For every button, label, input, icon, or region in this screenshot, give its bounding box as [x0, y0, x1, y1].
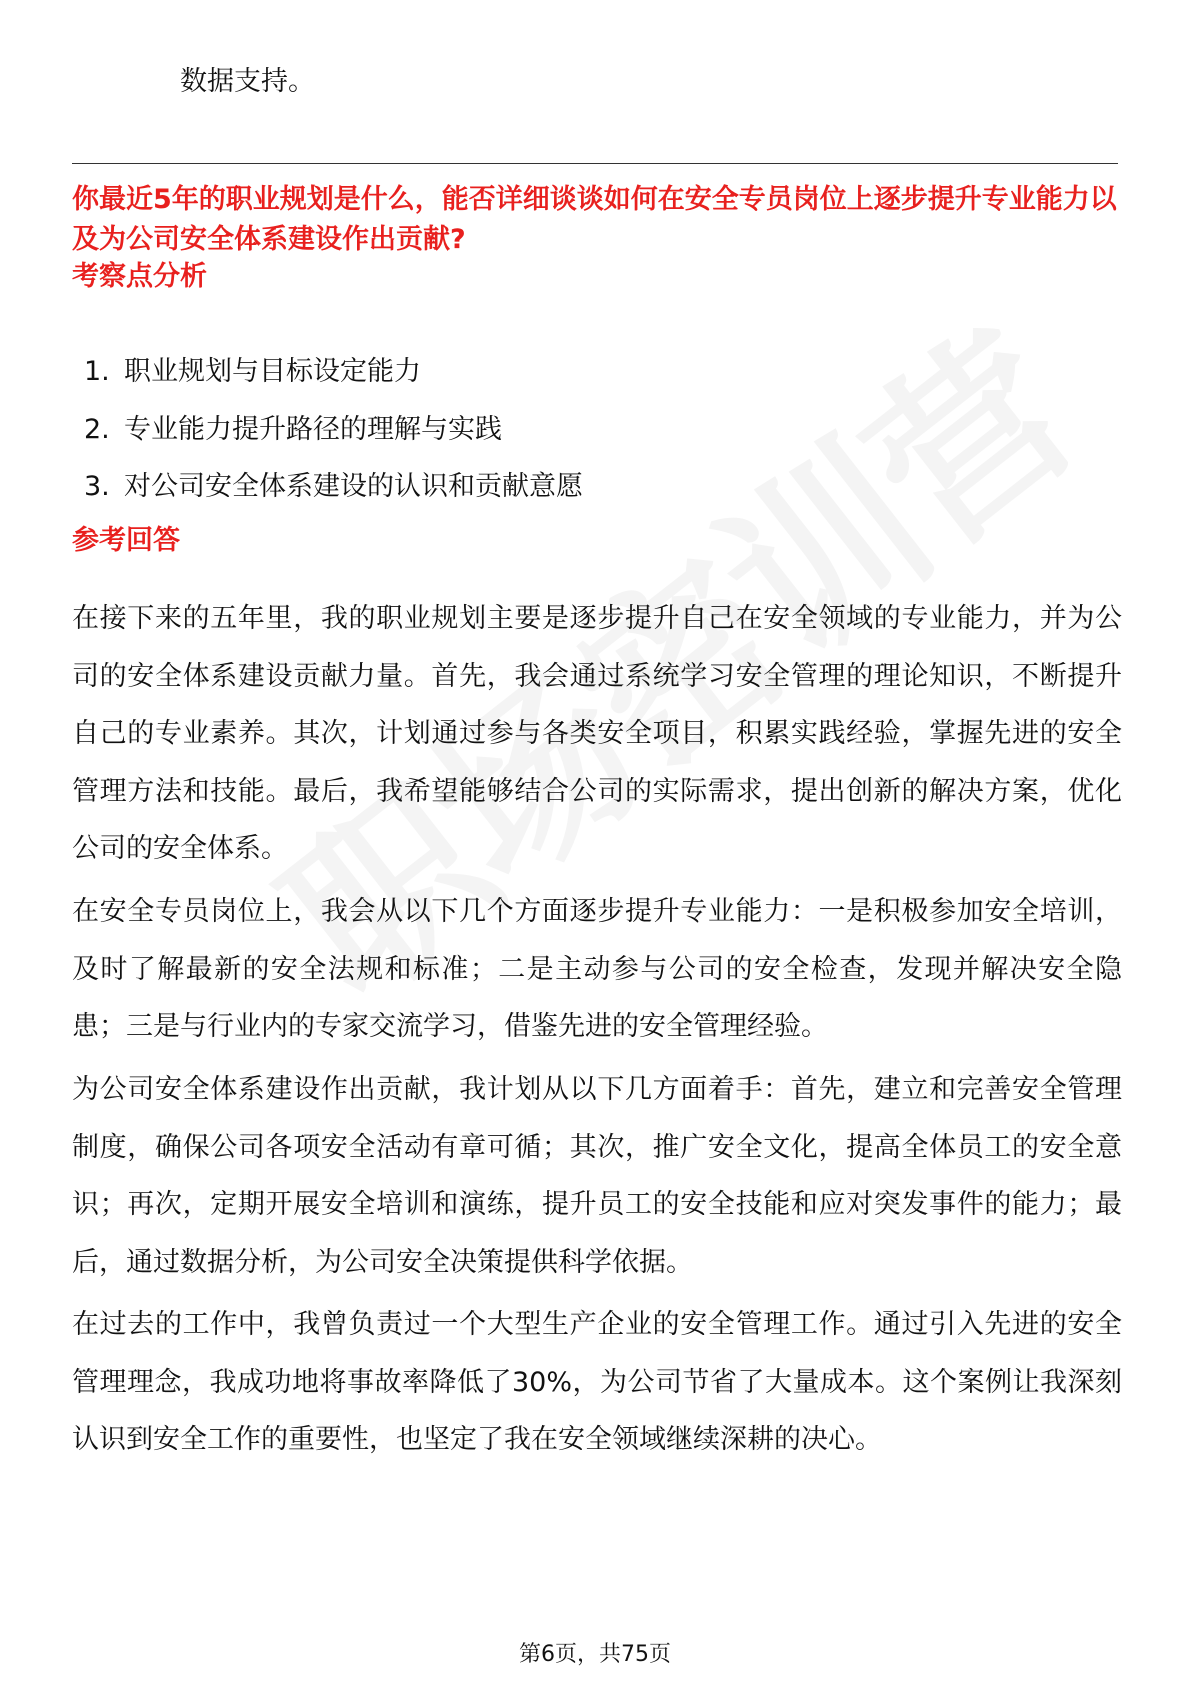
answer-paragraph: 在接下来的五年里，我的职业规划主要是逐步提升自己在安全领域的专业能力，并为公司的安全体系建设贡献力量。首先，我会通过系统学习安全管理的理论知识，不断提升自己的专业素养。其次，计划通过参与各类安全项目，积累实践经验，掌握先进的安全管理方法和技能。最后，我希望能够结合公司的实际需求，提出创新的解决方案，优化公司的安全体系。	[72, 603, 1122, 864]
analysis-points-list	[84, 352, 583, 525]
list-item	[84, 467, 583, 525]
list-item	[84, 352, 583, 410]
list-item-number: 3.	[84, 471, 110, 502]
list-item-number: 2.	[84, 413, 110, 445]
list-item-text: 对公司安全体系建设的认识和贡献意愿	[124, 471, 583, 502]
reference-heading: 参考回答	[72, 525, 180, 556]
section-divider	[72, 163, 1118, 164]
list-item-text: 专业能力提升路径的理解与实践	[124, 413, 502, 445]
list-item-number: 1.	[84, 356, 110, 387]
list-item-text: 职业规划与目标设定能力	[124, 356, 421, 387]
question-heading: 你最近5年的职业规划是什么，能否详细谈谈如何在安全专员岗位上逐步提升专业能力以及为公司安全体系建设作出贡献?	[72, 184, 1117, 255]
page-number-footer: 第6页，共75页	[519, 1642, 671, 1667]
answer-paragraph: 在安全专员岗位上，我会从以下几个方面逐步提升专业能力：一是积极参加安全培训，及时了解最新的安全法规和标准；二是主动参与公司的安全检查，发现并解决安全隐患；三是与行业内的专家交流学习，借鉴先进的安全管理经验。	[72, 896, 1122, 1042]
continuation-text: 数据支持。	[180, 66, 315, 97]
list-item	[84, 410, 583, 468]
answer-paragraph: 在过去的工作中，我曾负责过一个大型生产企业的安全管理工作。通过引入先进的安全管理理念，我成功地将事故率降低了30%，为公司节省了大量成本。这个案例让我深刻认识到安全工作的重要性，也坚定了我在安全领域继续深耕的决心。	[72, 1309, 1122, 1455]
answer-paragraph: 为公司安全体系建设作出贡献，我计划从以下几方面着手：首先，建立和完善安全管理制度，确保公司各项安全活动有章可循；其次，推广安全文化，提高全体员工的安全意识；再次，定期开展安全培训和演练，提升员工的安全技能和应对突发事件的能力；最后，通过数据分析，为公司安全决策提供科学依据。	[72, 1074, 1122, 1278]
analysis-heading: 考察点分析	[72, 261, 207, 292]
